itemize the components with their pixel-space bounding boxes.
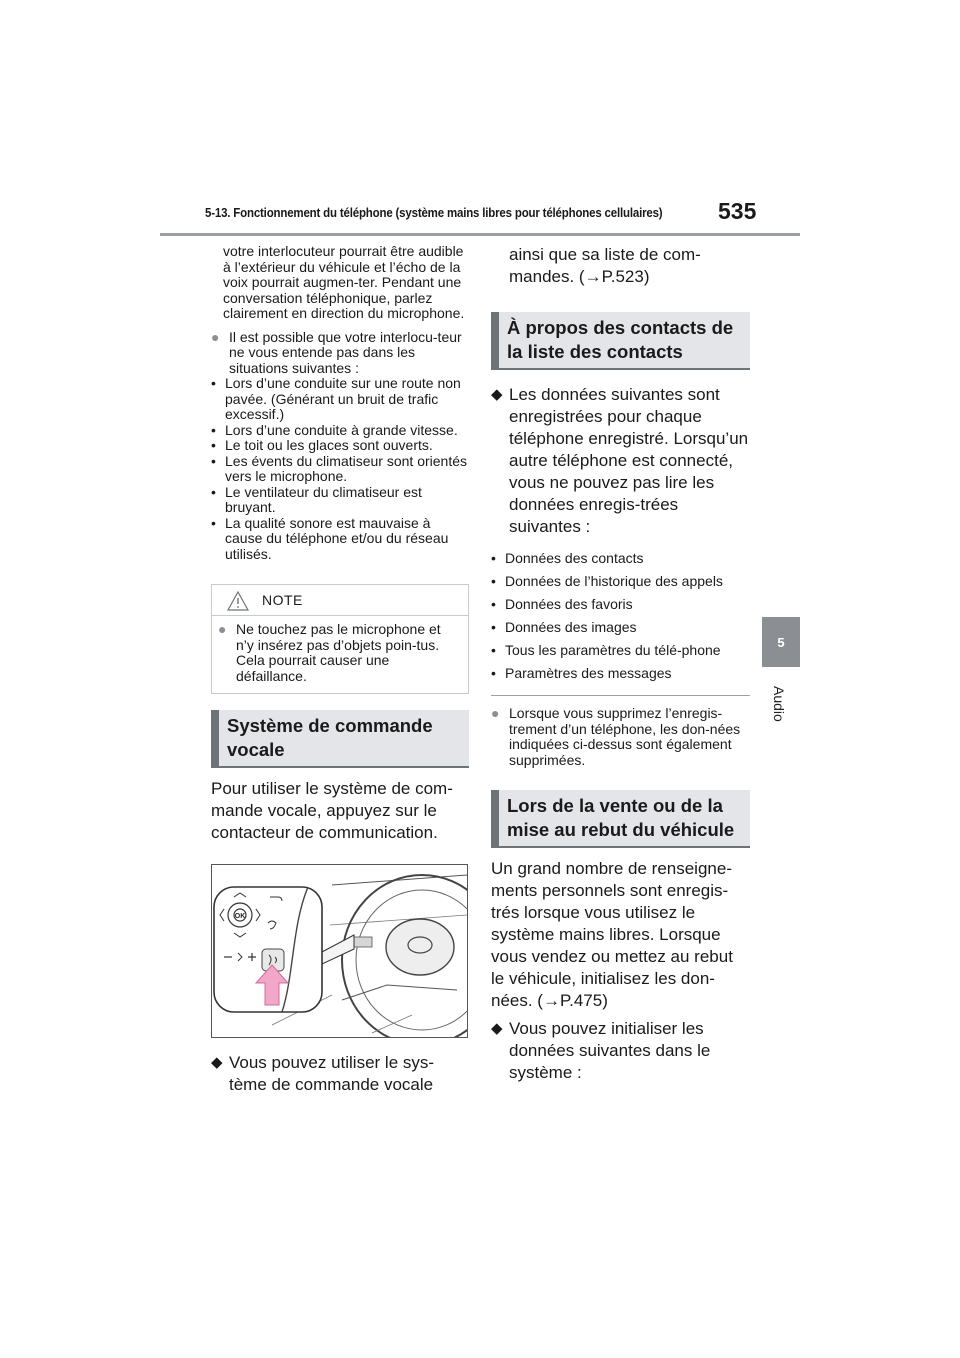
chapter-label: Audio <box>771 686 787 722</box>
steering-wheel-figure <box>211 864 468 1038</box>
list-item: • Tous les paramètres du télé-phone <box>491 642 750 658</box>
note-title: NOTE <box>262 592 303 608</box>
list-item: • Données des favoris <box>491 596 750 612</box>
chapter-tab: 5 <box>762 617 800 667</box>
steering-wheel-illustration <box>212 865 467 1037</box>
section-divider <box>491 695 750 696</box>
situations-list <box>211 376 469 562</box>
list-item: • Le toit ou les glaces sont ouverts. <box>211 438 469 454</box>
list-item: • Les évents du climatiseur sont orientés vers le microphone. <box>211 454 469 485</box>
voice-continuation: ainsi que sa liste de com-mandes. (→P.523) <box>509 245 701 286</box>
running-header: 5-13. Fonctionnement du téléphone (système mains libres pour téléphones cellulaires) <box>205 206 663 220</box>
contacts-data-list <box>491 550 750 681</box>
intro-continuation: votre interlocuteur pourrait être audible à l’extérieur du véhicule et l’écho de la voix pourrait augmen-ter. Pendant une conversation téléphonique, parlez clairement en direction du microphone. <box>223 243 465 321</box>
delete-note: ● Lorsque vous supprimez l’enregis-trement d’un téléphone, les don-nées indiquées ci-dessus sont également supprimées. <box>491 706 750 768</box>
voice-diamond-item: ◆ Vous pouvez utiliser le sys-tème de commande vocale <box>211 1052 469 1096</box>
list-item: • La qualité sonore est mauvaise à cause du téléphone et/ou du réseau utilisés. <box>211 516 469 563</box>
section-heading-sale: Lors de la vente ou de la mise au rebut du véhicule <box>491 790 750 848</box>
header-divider <box>160 233 800 236</box>
list-item: • Le ventilateur du climatiseur est bruyant. <box>211 485 469 516</box>
note-box <box>211 584 469 694</box>
list-item: • Lors d’une conduite sur une route non pavée. (Générant un bruit de trafic excessif.) <box>211 376 469 423</box>
left-column <box>211 244 469 1096</box>
list-item: • Données des images <box>491 619 750 635</box>
warning-triangle-icon <box>227 591 249 611</box>
page-number: 535 <box>718 198 757 224</box>
list-item: • Données des contacts <box>491 550 750 566</box>
sale-diamond-item: ◆ Vous pouvez initialiser les données suivantes dans le système : <box>491 1018 750 1084</box>
list-item: • Lors d’une conduite à grande vitesse. <box>211 423 469 439</box>
figure-ok-label: OK <box>234 913 246 920</box>
right-column <box>491 244 750 1084</box>
note-header <box>212 585 468 616</box>
bullet-intro-text: ● Il est possible que votre interlocu-teur ne vous entende pas dans les situations suivantes : <box>229 328 462 376</box>
section-heading-voice: Système de commande vocale <box>211 710 469 768</box>
list-item: • Données de l’historique des appels <box>491 573 750 589</box>
contacts-diamond-item: ◆ Les données suivantes sont enregistrées pour chaque téléphone enregistré. Lorsqu’un autre téléphone est connecté, vous ne pouvez pas lire les données enregis-trées suivantes : <box>491 384 750 538</box>
bullet-item-situations <box>211 330 469 377</box>
list-item: • Paramètres des messages <box>491 665 750 681</box>
voice-paragraph: Pour utiliser le système de com-mande vocale, appuyez sur le contacteur de communication. <box>211 779 453 842</box>
note-text: ● Ne touchez pas le microphone et n’y insérez pas d’objets poin-tus. Cela pourrait causer une défaillance. <box>218 622 462 684</box>
section-heading-contacts: À propos des contacts de la liste des contacts <box>491 312 750 370</box>
sale-paragraph: Un grand nombre de renseigne-ments personnels sont enregis-trés lorsque vous utilisez le système mains libres. Lorsque vous vendez ou mettez au rebut le véhicule, initialisez les don-nées. (→P.475) <box>491 859 733 1010</box>
